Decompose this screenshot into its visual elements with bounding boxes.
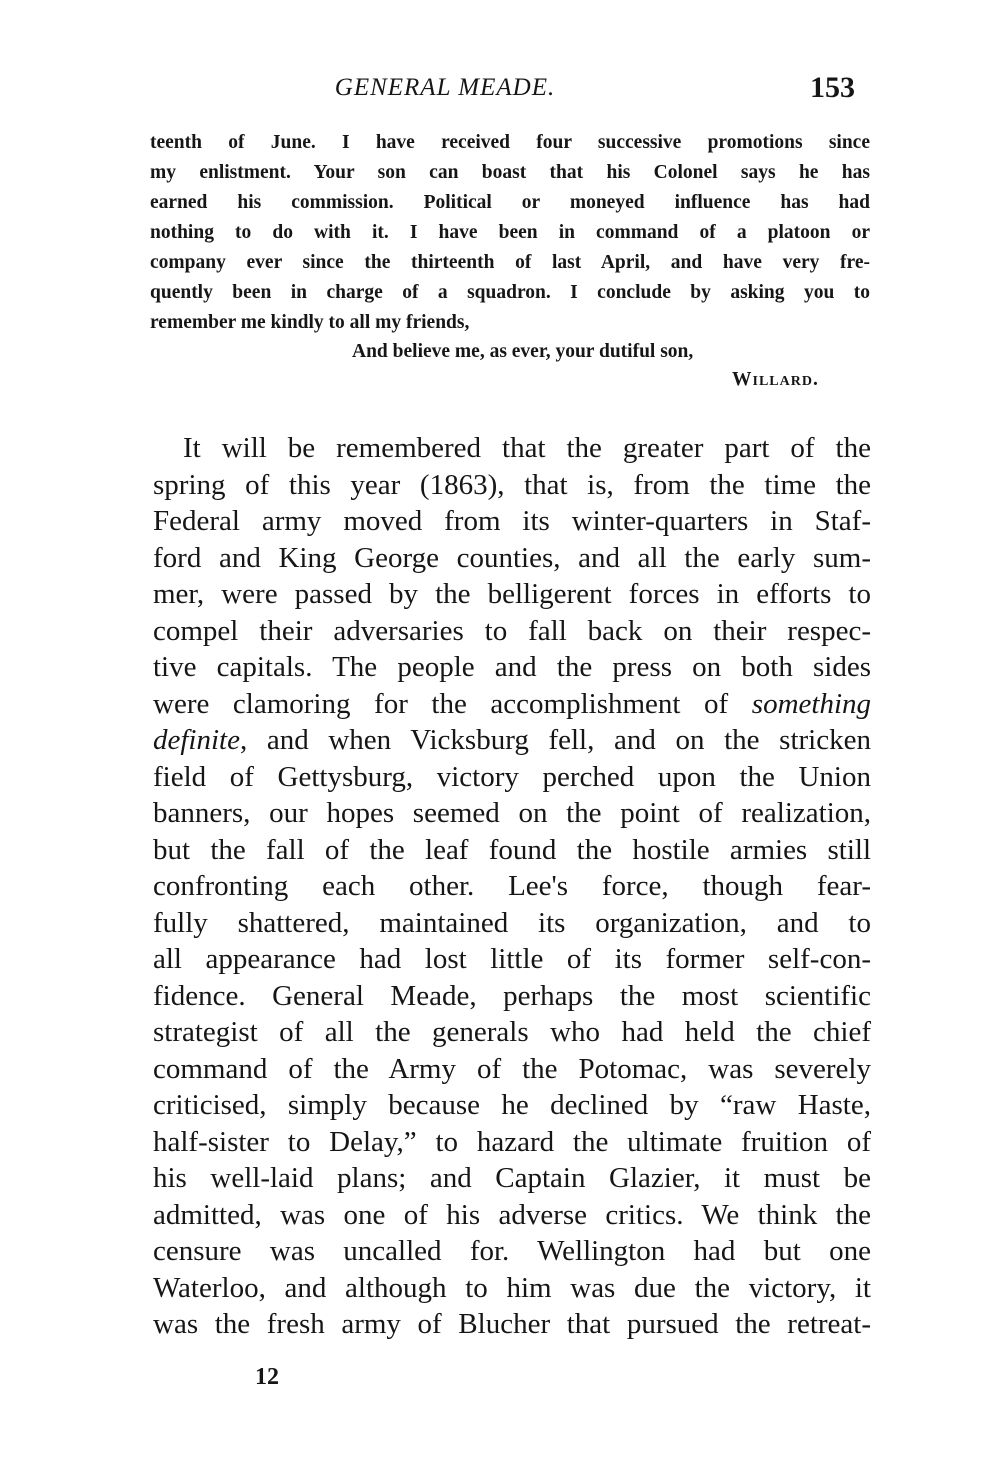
text-line: his well-laid plans; and Captain Glazier, it must be [153, 1162, 871, 1194]
text-line: fidence. General Meade, perhaps the most scientific [153, 979, 871, 1012]
text-line: compel their adversaries to fall back on their respec- [153, 614, 871, 647]
text-line: fully shattered, maintained its organization, and to [153, 906, 871, 939]
page-number: 153 [810, 71, 855, 104]
text-line: spring of this year (1863), that is, from the time the [153, 468, 871, 501]
text-line: tive capitals. The people and the press on both sides [153, 651, 871, 683]
running-header-title: GENERAL MEADE. [334, 74, 556, 101]
text-line: earned his commission. Political or moneyed influence has had [150, 192, 870, 213]
signature-mark: 12 [255, 1364, 279, 1390]
text-line: but the fall of the leaf found the hostile armies still [153, 833, 871, 866]
letter-excerpt [150, 128, 870, 338]
text-line: banners, our hopes seemed on the point of realization, [153, 797, 871, 829]
text-line: half-sister to Delay,” to hazard the ultimate fruition of [153, 1125, 871, 1158]
text-line: quently been in charge of a squadron. I conclude by asking you to [150, 282, 870, 303]
text-line: definite, and when Vicksburg fell, and on the stricken [153, 724, 871, 756]
text-line: all appearance had lost little of its former self-con- [153, 943, 871, 975]
text-line: It will be remembered that the greater part of the [183, 432, 871, 464]
text-line: remember me kindly to all my friends, [150, 312, 470, 333]
text-line: were clamoring for the accomplishment of something [153, 687, 871, 720]
text-line: admitted, was one of his adverse critics. We think the [153, 1198, 871, 1231]
text-line: Waterloo, and although to him was due the victory, it [153, 1271, 871, 1304]
letter-signature: Willard. [732, 369, 819, 390]
text-line: censure was uncalled for. Wellington had but one [153, 1235, 871, 1267]
text-line: was the fresh army of Blucher that pursued the retreat- [153, 1308, 871, 1340]
text-line: command of the Army of the Potomac, was severely [153, 1052, 871, 1085]
letter-closing: And believe me, as ever, your dutiful son, [352, 341, 694, 362]
text-line: teenth of June. I have received four successive promotions since [150, 132, 870, 153]
text-line: Federal army moved from its winter-quarters in Staf- [153, 505, 871, 537]
text-line: field of Gettysburg, victory perched upon the Union [153, 760, 871, 793]
body-paragraph [153, 430, 871, 1343]
text-line: criticised, simply because he declined by “raw Haste, [153, 1089, 871, 1121]
text-line: my enlistment. Your son can boast that his Colonel says he has [150, 162, 870, 183]
text-line: strategist of all the generals who had held the chief [153, 1016, 871, 1048]
text-line: mer, were passed by the belligerent forces in efforts to [153, 578, 871, 610]
text-line: nothing to do with it. I have been in command of a platoon or [150, 222, 870, 243]
text-line: ford and King George counties, and all the early sum- [153, 541, 871, 574]
text-line: company ever since the thirteenth of last April, and have very fre- [150, 252, 870, 273]
text-line: confronting each other. Lee's force, though fear- [153, 870, 871, 902]
